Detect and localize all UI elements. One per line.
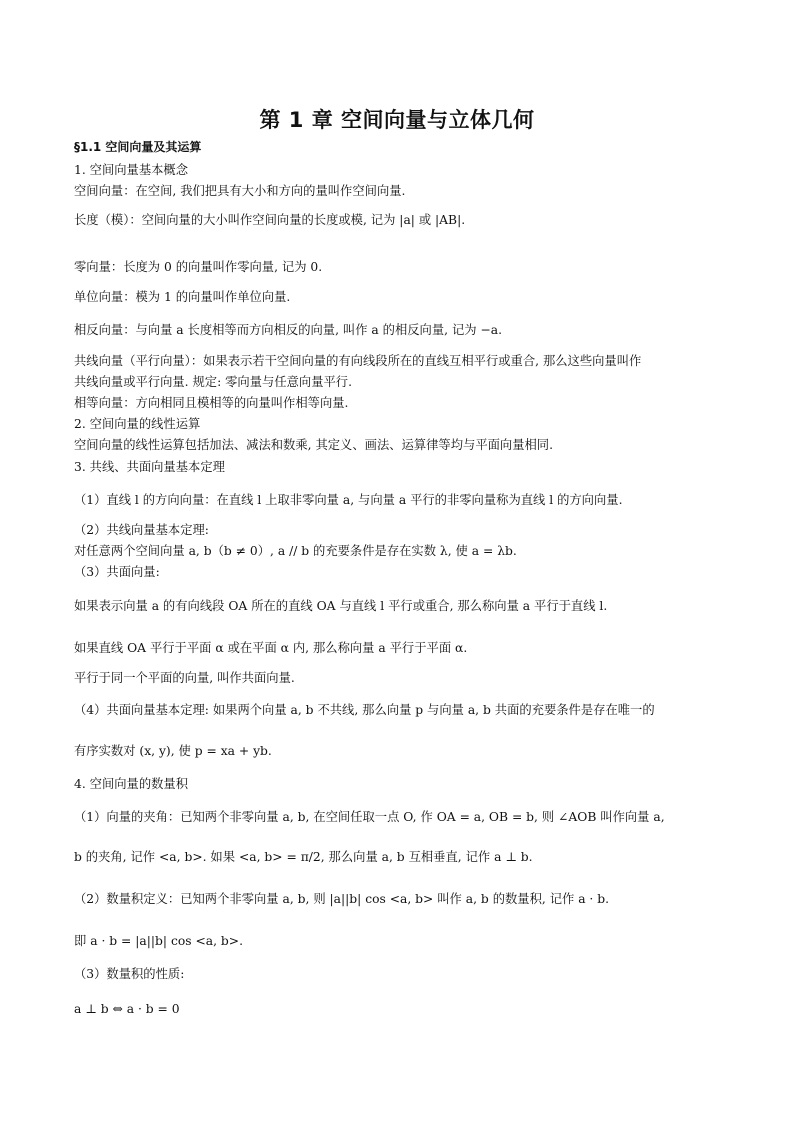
coplanar-def-3: 平行于同一个平面的向量, 叫作共面向量. [74,671,295,685]
dot-product-def: （2）数量积定义：已知两个非零向量 a, b, 则 |a||b| cos <a, b> 叫作 a, b 的数量积, 记作 a · b. [74,892,610,906]
def-space-vector: 空间向量：在空间, 我们把具有大小和方向的量叫作空间向量. [74,184,406,198]
coplanar-theorem-2: 有序实数对 (x, y), 使 p = xa + yb. [74,744,272,758]
def-length: 长度（模）：空间向量的大小叫作空间向量的长度或模, 记为 |a| 或 |AB|. [74,213,466,227]
coplanar-def-1: 如果表示向量 a 的有向线段 OA 所在的直线 OA 与直线 l 平行或重合, 那么称向量 a 平行于直线 l. [74,599,608,613]
section-heading: §1.1 空间向量及其运算 [74,140,202,154]
chapter-title: 第 1 章 空间向量与立体几何 [259,108,535,132]
coplanar-def-2: 如果直线 OA 平行于平面 α 或在平面 α 内, 那么称向量 a 平行于平面 α. [74,641,468,655]
heading-2: 2. 空间向量的线性运算 [74,417,201,431]
dot-product-property-1: a ⊥ b ⇔ a · b = 0 [74,1002,180,1016]
angle-def-2: b 的夹角, 记作 <a, b>. 如果 <a, b> = π/2, 那么向量 a, b 互相垂直, 记作 a ⊥ b. [74,850,533,864]
collinear-theorem: 对任意两个空间向量 a, b（b ≠ 0）, a // b 的充要条件是存在实数 λ, 使 a = λb. [74,544,517,558]
linear-ops: 空间向量的线性运算包括加法、减法和数乘, 其定义、画法、运算律等均与平面向量相同. [74,438,554,452]
collinear-theorem-title: （2）共线向量基本定理: [74,523,209,537]
def-zero-vector: 零向量：长度为 0 的向量叫作零向量, 记为 0. [74,260,323,274]
def-collinear-1: 共线向量（平行向量）：如果表示若干空间向量的有向线段所在的直线互相平行或重合, 那么这些向量叫作 [74,354,642,368]
coplanar-title: （3）共面向量: [74,565,160,579]
direction-vector: （1）直线 l 的方向向量：在直线 l 上取非零向量 a, 与向量 a 平行的非零向量称为直线 l 的方向向量. [74,493,623,507]
heading-4: 4. 空间向量的数量积 [74,777,189,791]
def-collinear-2: 共线向量或平行向量. 规定: 零向量与任意向量平行. [74,375,353,389]
dot-product-formula: 即 a · b = |a||b| cos <a, b>. [74,934,243,948]
heading-1: 1. 空间向量基本概念 [74,163,189,177]
angle-def-1: （1）向量的夹角：已知两个非零向量 a, b, 在空间任取一点 O, 作 OA = a, OB = b, 则 ∠AOB 叫作向量 a, [74,810,665,824]
dot-product-properties-title: （3）数量积的性质: [74,967,185,981]
def-equal-vector: 相等向量：方向相同且模相等的向量叫作相等向量. [74,396,349,410]
heading-3: 3. 共线、共面向量基本定理 [74,460,225,474]
def-opposite-vector: 相反向量：与向量 a 长度相等而方向相反的向量, 叫作 a 的相反向量, 记为 −a. [74,323,502,337]
coplanar-theorem-1: （4）共面向量基本定理: 如果两个向量 a, b 不共线, 那么向量 p 与向量 a, b 共面的充要条件是存在唯一的 [74,703,655,717]
def-unit-vector: 单位向量：模为 1 的向量叫作单位向量. [74,290,291,304]
